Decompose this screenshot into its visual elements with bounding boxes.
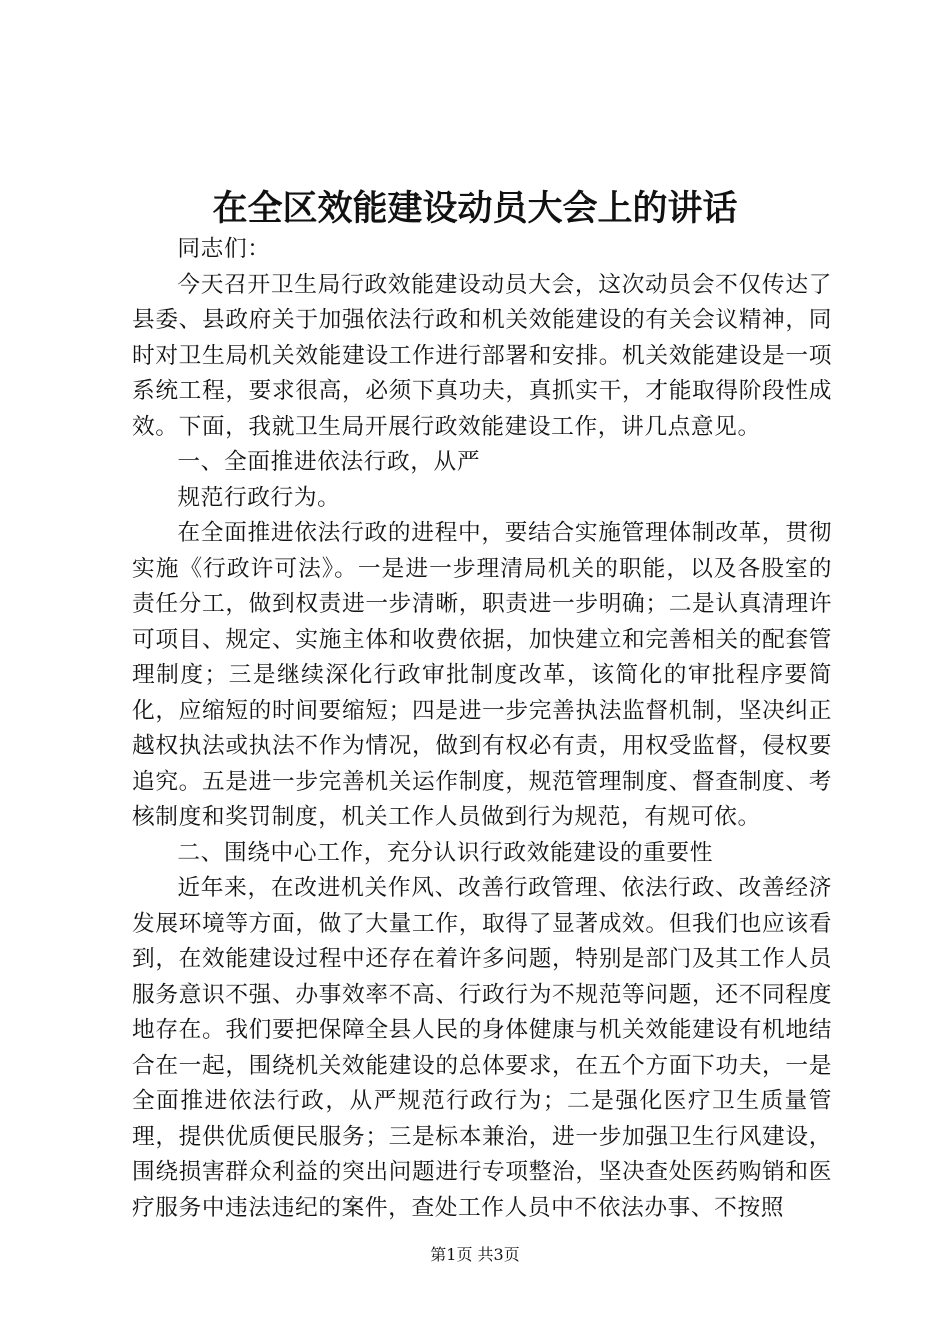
page-footer: 第1页 共3页 — [430, 1245, 520, 1264]
document-title: 在全区效能建设动员大会上的讲话 — [212, 188, 738, 229]
paragraph: 今天召开卫生局行政效能建设动员大会，这次动员会不仅传达了县委、县政府关于加强依法行政和机关效能建设的有关会议精神，同时对卫生局机关效能建设工作进行部署和安排。机关效能建设是一项系统工程，要求很高，必须下真功夫，真抓实干，才能取得阶段性成效。下面，我就卫生局开展行政效能建设工作，讲几点意见。 — [132, 271, 832, 440]
salutation: 同志们： — [177, 236, 271, 262]
paragraph: 在全面推进依法行政的进程中，要结合实施管理体制改革，贯彻实施《行政许可法》。一是进一步理清局机关的职能，以及各股室的责任分工，做到权责进一步清晰，职责进一步明确；二是认真清理许可项目、规定、实施主体和收费依据，加快建立和完善相关的配套管理制度；三是继续深化行政审批制度改革，该简化的审批程序要简化，应缩短的时间要缩短；四是进一步完善执法监督机制，坚决纠正越权执法或执法不作为情况，做到有权必有责，用权受监督，侵权要追究。五是进一步完善机关运作制度，规范管理制度、督查制度、考核制度和奖罚制度，机关工作人员做到行为规范，有规可依。 — [132, 520, 832, 830]
section-heading-continuation: 规范行政行为。 — [177, 484, 341, 511]
paragraph: 近年来，在改进机关作风、改善行政管理、依法行政、改善经济发展环境等方面，做了大量工作，取得了显著成效。但我们也应该看到，在效能建设过程中还存在着许多问题，特别是部门及其工作人员服务意识不强、办事效率不高、行政行为不规范等问题，还不同程度地存在。我们要把保障全县人民的身体健康与机关效能建设有机地结合在一起，围绕机关效能建设的总体要求，在五个方面下功夫，一是全面推进依法行政，从严规范行政行为；二是强化医疗卫生质量管理，提供优质便民服务；三是标本兼治，进一步加强卫生行风建设，围绕损害群众利益的突出问题进行专项整治，坚决查处医药购销和医疗服务中违法违纪的案件，查处工作人员中不依法办事、不按照 — [132, 875, 832, 1221]
section-heading: 一、全面推进依法行政，从严 — [177, 449, 481, 475]
section-heading: 二、围绕中心工作，充分认识行政效能建设的重要性 — [177, 839, 714, 866]
document-body — [132, 232, 832, 1226]
